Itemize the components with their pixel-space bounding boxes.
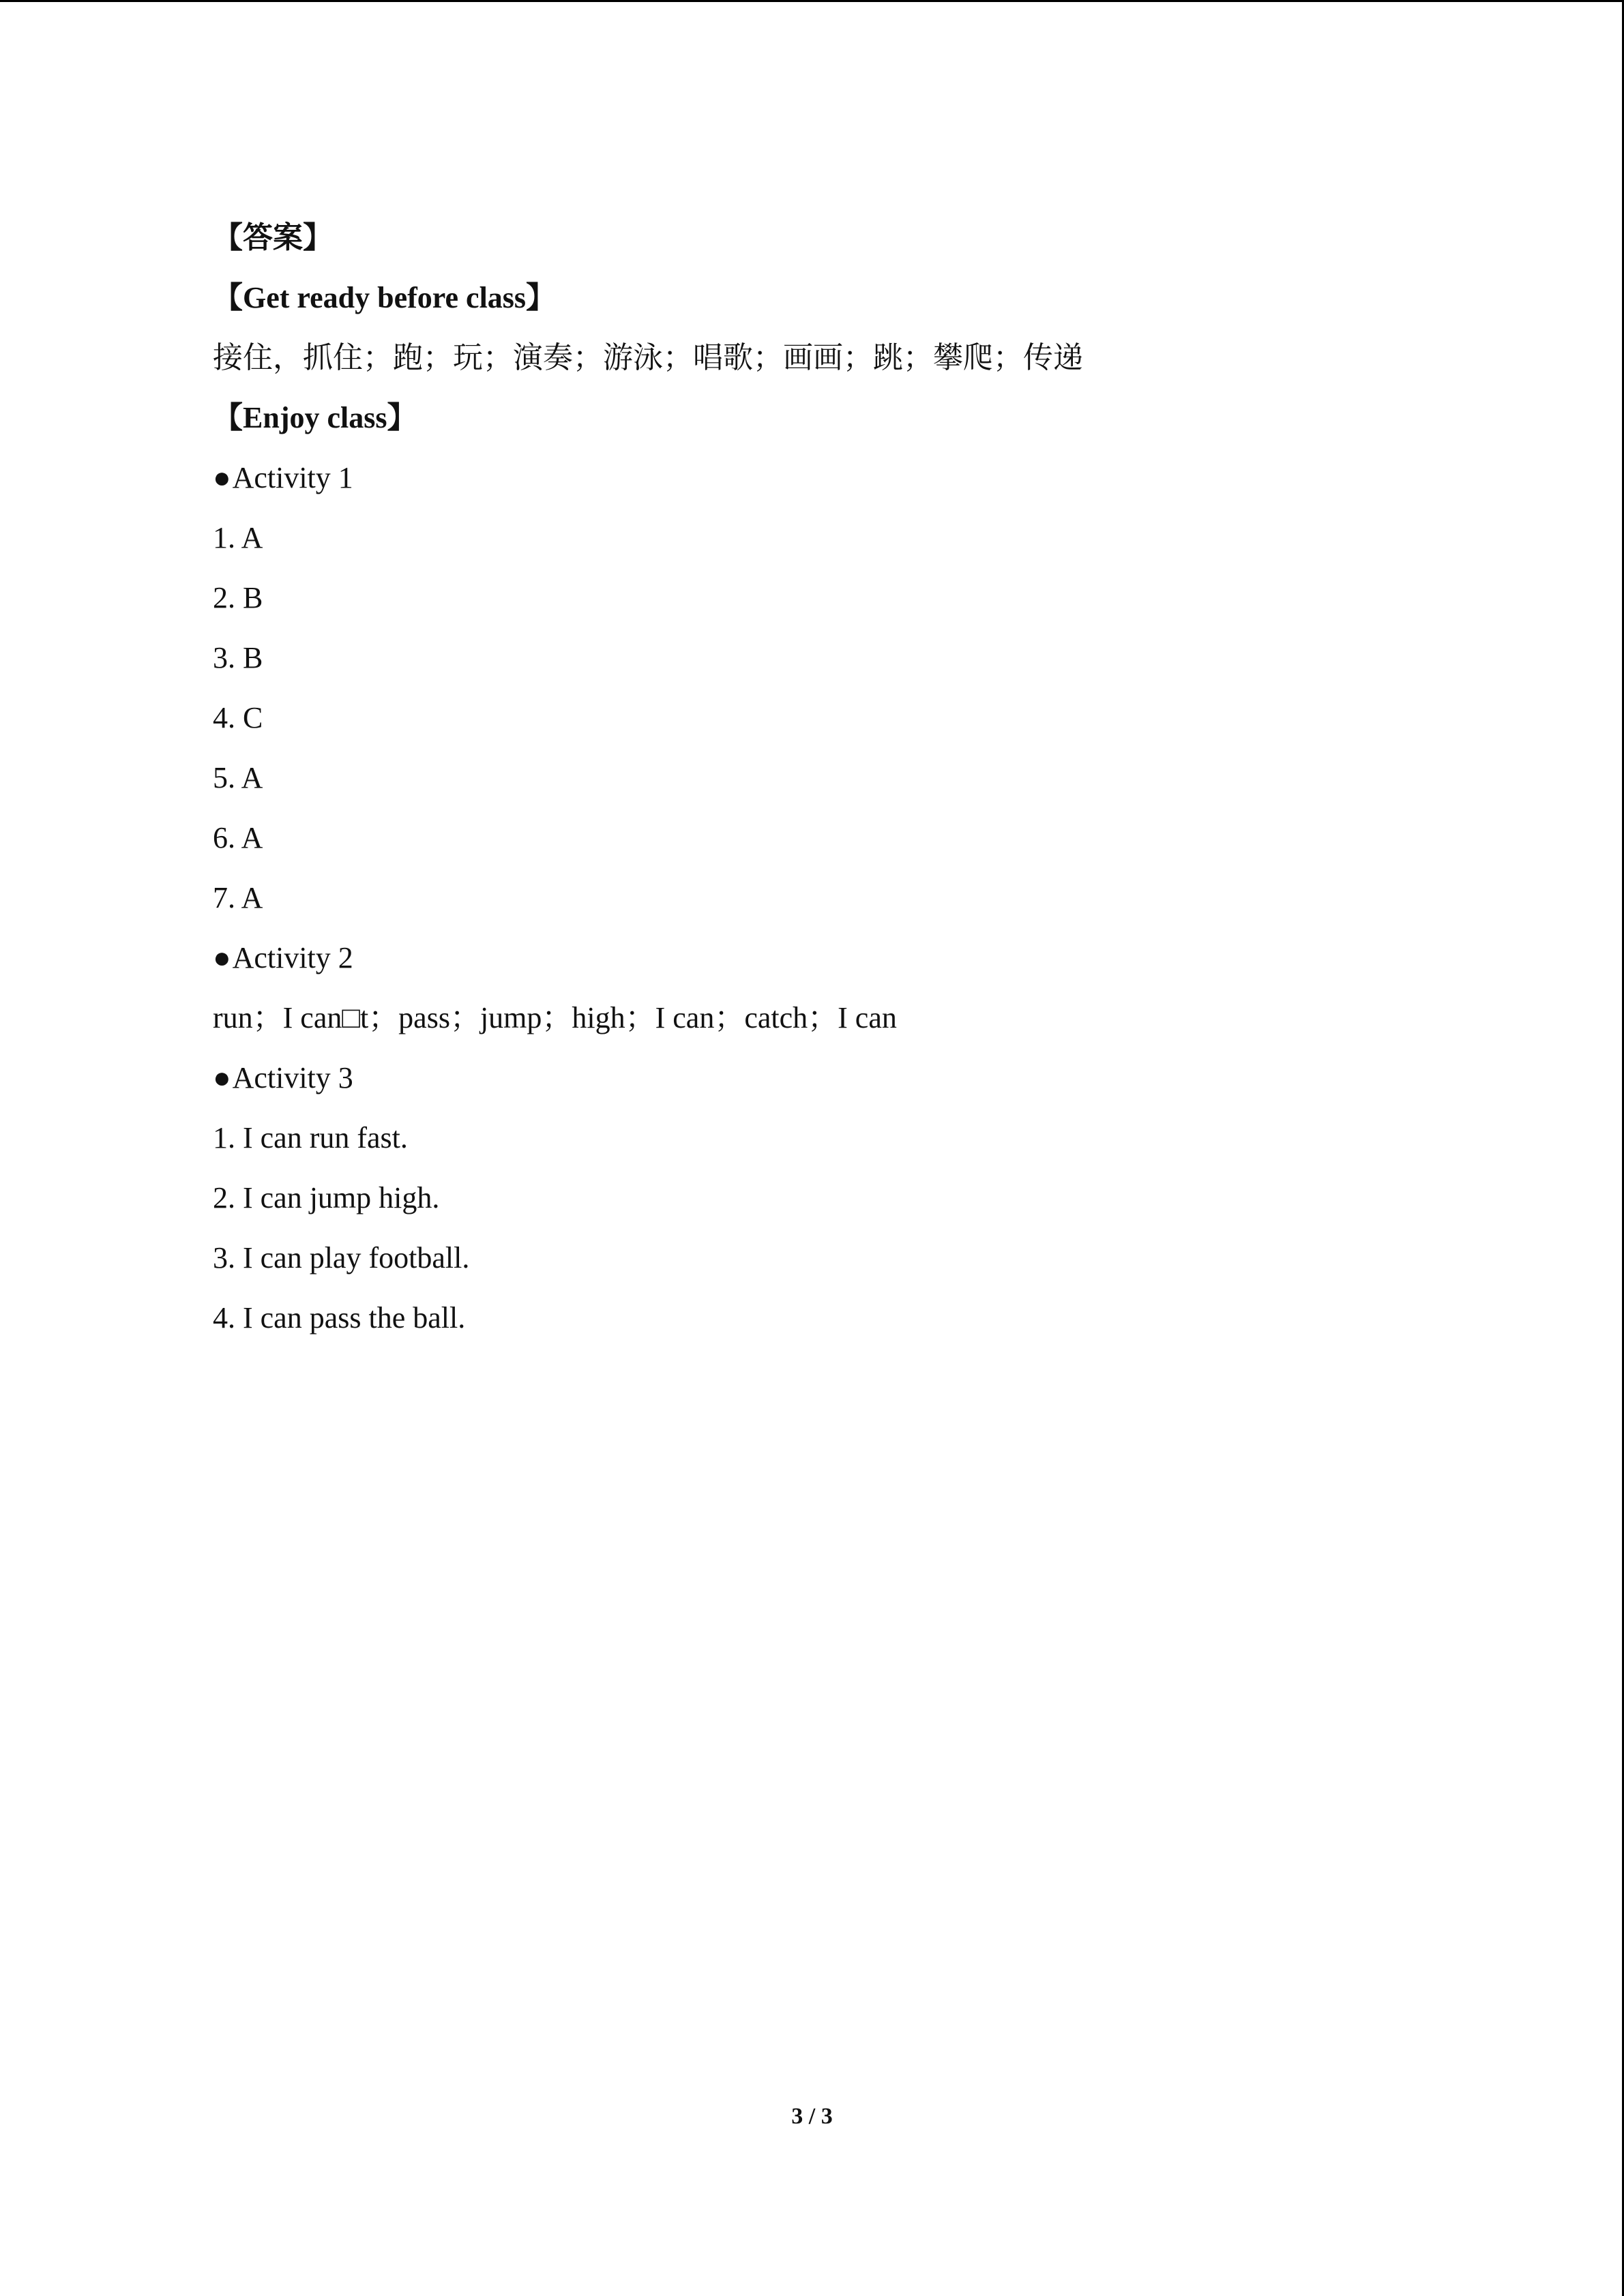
section-heading-enjoy-class: 【Enjoy class】 — [213, 401, 417, 434]
list-item: 4. I can pass the ball. — [213, 1301, 466, 1335]
list-item: 3. B — [213, 641, 263, 674]
answer-heading: 【答案】 — [213, 221, 333, 254]
list-item: 3. I can play football. — [213, 1241, 470, 1274]
bullet-icon: ● — [213, 941, 231, 974]
activity-2-label: Activity 2 — [232, 941, 353, 974]
activity-1-label: Activity 1 — [232, 461, 353, 494]
section-heading-get-ready: 【Get ready before class】 — [213, 281, 557, 314]
bullet-icon: ● — [213, 1061, 231, 1094]
list-item: 1. A — [213, 521, 263, 554]
list-item: 2. B — [213, 581, 263, 614]
activity-1-title — [213, 448, 1509, 508]
activity-3-label: Activity 3 — [232, 1061, 353, 1094]
list-item: 2. I can jump high. — [213, 1181, 440, 1214]
list-item: run；I can□t；pass；jump；high；I can；catch；I can — [213, 1001, 897, 1034]
document-body — [213, 208, 1509, 1348]
list-item: 5. A — [213, 761, 263, 794]
list-item: 7. A — [213, 881, 263, 914]
page-number: 3 / 3 — [791, 2104, 833, 2129]
activity-3-title — [213, 1048, 1509, 1108]
bullet-icon: ● — [213, 461, 231, 494]
page-border-top — [0, 0, 1624, 2]
vocabulary-answer-line: 接住，抓住；跑；玩；演奏；游泳；唱歌；画画；跳；攀爬；传递 — [213, 341, 1083, 374]
list-item: 6. A — [213, 821, 263, 854]
list-item: 1. I can run fast. — [213, 1121, 408, 1154]
activity-2-title — [213, 928, 1509, 988]
list-item: 4. C — [213, 701, 263, 734]
